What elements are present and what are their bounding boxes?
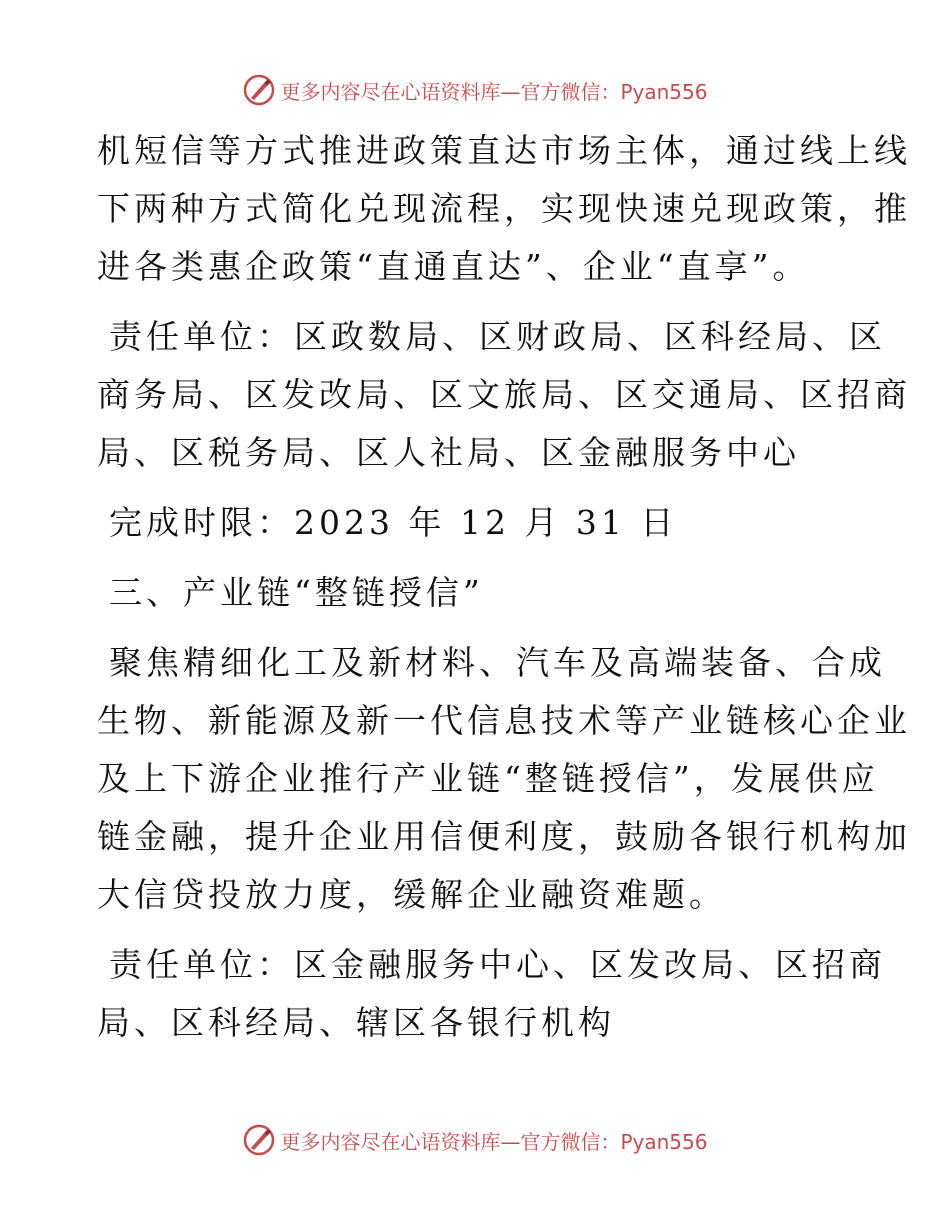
paragraph-policy (97, 122, 911, 296)
footer-watermark-text: 更多内容尽在心语资料库—官方微信：Pyan556 (280, 1129, 708, 1154)
text-line: 链金融，提升企业用信便利度，鼓励各银行机构加 (97, 817, 911, 856)
text-line: 进各类惠企政策“直通直达”、企业“直享”。 (97, 247, 810, 286)
paragraph-responsible-units-2 (97, 936, 886, 1052)
section-heading (97, 564, 857, 622)
text-line: 生物、新能源及新一代信息技术等产业链核心企业 (97, 701, 911, 740)
text-line: 完成时限：2023 年 12 月 31 日 (109, 503, 678, 542)
text-line: 商务局、区发改局、区文旅局、区交通局、区招商 (97, 375, 911, 414)
text-line: 及上下游企业推行产业链“整链授信”，发展供应 (97, 759, 879, 798)
text-line: 三、产业链“整链授信” (109, 573, 484, 612)
text-line: 聚焦精细化工及新材料、汽车及高端装备、合成 (109, 643, 886, 682)
text-line: 下两种方式简化兑现流程，实现快速兑现政策，推 (97, 189, 911, 228)
text-line: 责任单位：区政数局、区财政局、区科经局、区 (109, 317, 886, 356)
pen-logo-icon (242, 1123, 276, 1157)
footer-watermark (0, 1120, 950, 1160)
pen-logo-icon (242, 73, 276, 107)
text-line: 局、区科经局、辖区各银行机构 (97, 1003, 615, 1042)
text-line: 责任单位：区金融服务中心、区发改局、区招商 (109, 945, 886, 984)
paragraph-industry-chain (97, 634, 911, 924)
text-line: 局、区税务局、区人社局、区金融服务中心 (97, 433, 800, 472)
document-body (97, 122, 911, 1064)
text-line: 机短信等方式推进政策直达市场主体，通过线上线 (97, 131, 911, 170)
header-watermark-text: 更多内容尽在心语资料库—官方微信：Pyan556 (280, 79, 708, 104)
paragraph-deadline (97, 494, 857, 552)
text-line: 大信贷投放力度，缓解企业融资难题。 (97, 875, 726, 914)
header-watermark (0, 70, 950, 110)
paragraph-responsible-units-1 (97, 308, 911, 482)
